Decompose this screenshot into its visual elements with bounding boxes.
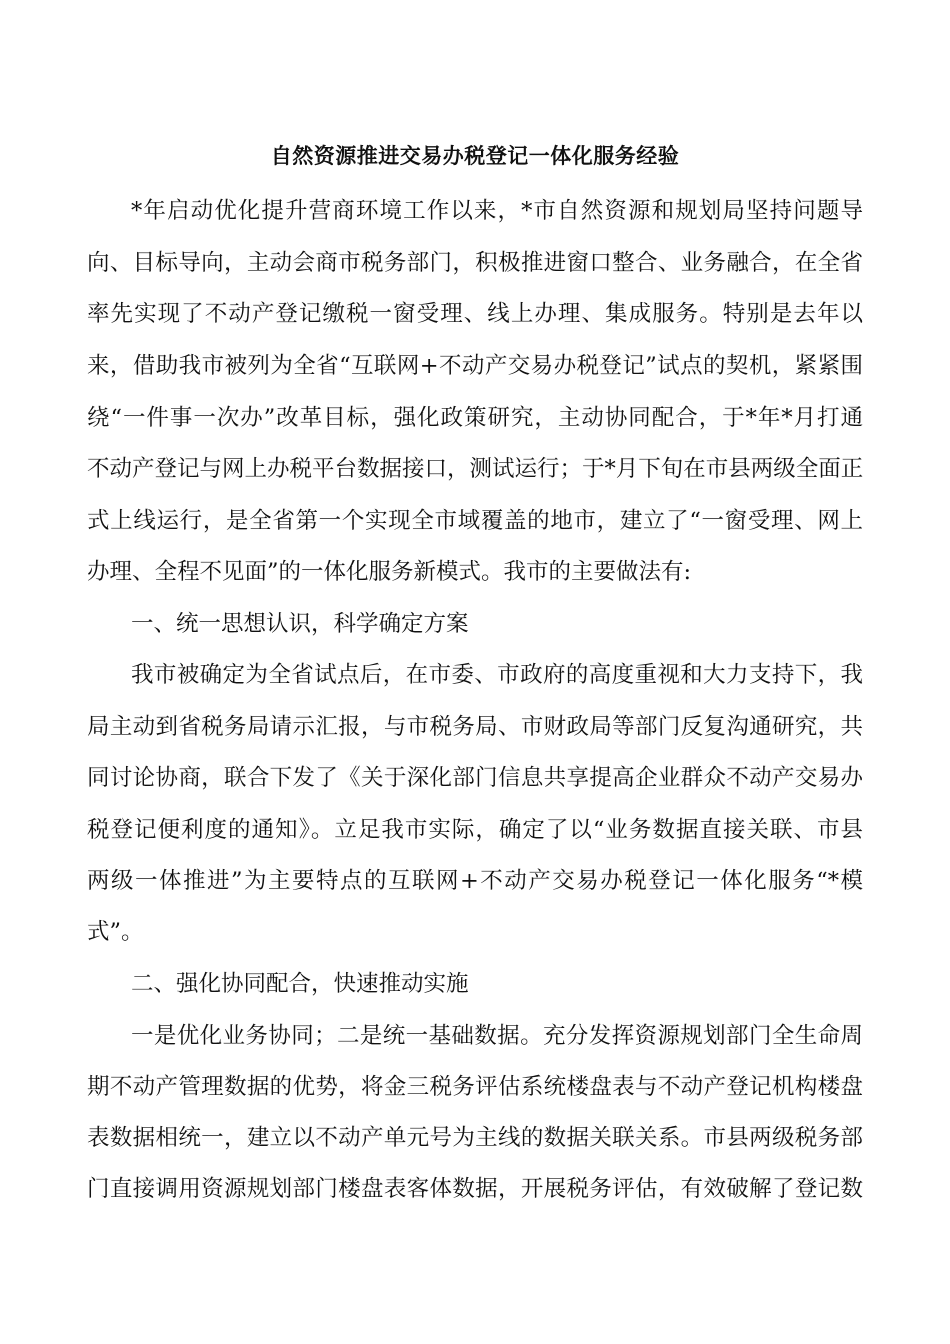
paragraph-line: 同讨论协商，联合下发了《关于深化部门信息共享提高企业群众不动产交易办 — [87, 765, 863, 791]
paragraph-line: 式”。 — [87, 919, 144, 945]
paragraph-line: 表数据相统一，建立以不动产单元号为主线的数据关联关系。市县两级税务部 — [87, 1125, 863, 1151]
paragraph-line: 绕“一件事一次办”改革目标，强化政策研究，主动协同配合，于*年*月打通 — [87, 405, 863, 431]
paragraph-line: 两级一体推进”为主要特点的互联网+不动产交易办税登记一体化服务“*模 — [87, 868, 863, 894]
paragraph-line: 来，借助我市被列为全省“互联网+不动产交易办税登记”试点的契机，紧紧围 — [87, 353, 863, 379]
paragraph-line: 率先实现了不动产登记缴税一窗受理、线上办理、集成服务。特别是去年以 — [87, 301, 863, 327]
paragraph-line: 期不动产管理数据的优势，将金三税务评估系统楼盘表与不动产登记机构楼盘 — [87, 1074, 863, 1100]
paragraph-line: *年启动优化提升营商环境工作以来，*市自然资源和规划局坚持问题导 — [131, 198, 863, 224]
paragraph-line: 门直接调用资源规划部门楼盘表客体数据，开展税务评估，有效破解了登记数 — [87, 1176, 863, 1202]
paragraph-line: 办理、全程不见面”的一体化服务新模式。我市的主要做法有: — [87, 559, 692, 585]
paragraph-line: 税登记便利度的通知》。立足我市实际，确定了以“业务数据直接关联、市县 — [87, 817, 863, 843]
document-title: 自然资源推进交易办税登记一体化服务经验 — [270, 144, 680, 168]
paragraph-line: 式上线运行，是全省第一个实现全市域覆盖的地市，建立了“一窗受理、网上 — [87, 508, 863, 534]
section-heading: 一、统一思想认识，科学确定方案 — [131, 611, 469, 637]
paragraph-line: 局主动到省税务局请示汇报，与市税务局、市财政局等部门反复沟通研究，共 — [87, 714, 863, 740]
paragraph-line: 不动产登记与网上办税平台数据接口，测试运行；于*月下旬在市县两级全面正 — [87, 456, 864, 482]
paragraph-line: 我市被确定为全省试点后，在市委、市政府的高度重视和大力支持下，我 — [131, 662, 863, 688]
section-heading: 二、强化协同配合，快速推动实施 — [131, 971, 469, 997]
paragraph-line: 一是优化业务协同；二是统一基础数据。充分发挥资源规划部门全生命周 — [131, 1023, 863, 1049]
paragraph-line: 向、目标导向，主动会商市税务部门，积极推进窗口整合、业务融合，在全省 — [87, 250, 863, 276]
